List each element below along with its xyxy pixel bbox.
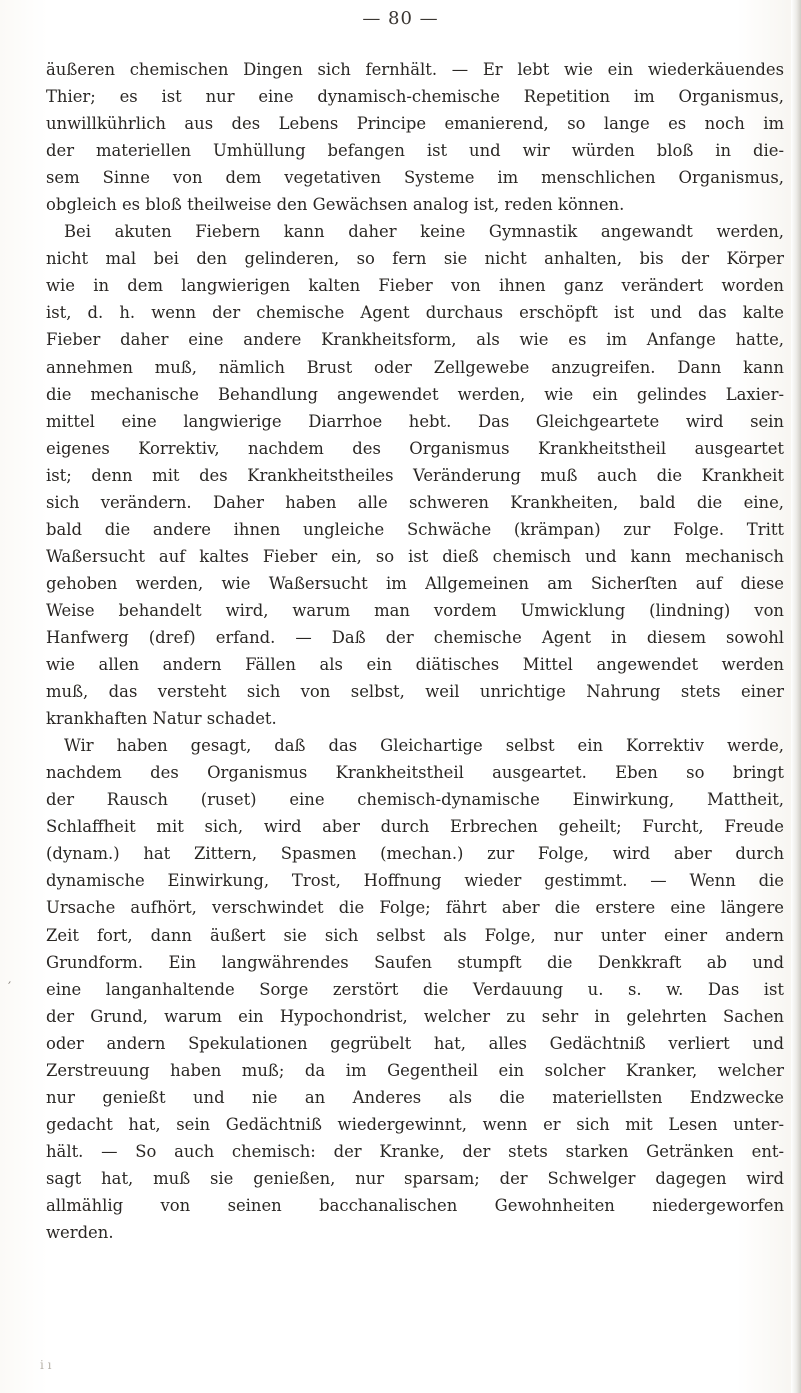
text-line: sagt hat, muß sie genießen, nur sparsam; der Schwelger dagegen wird — [46, 1168, 784, 1188]
text-line: bald die andere ihnen ungleiche Schwäche (krämpan) zur Folge. Tritt — [46, 519, 784, 539]
text-line: muß, das versteht sich von selbst, weil unrichtige Nahrung stets einer — [46, 682, 784, 702]
text-line: Waßersucht auf kaltes Fieber ein, so ist dieß chemisch und kann mechanisch — [46, 546, 784, 566]
text-line: der Rausch (ruset) eine chemisch-dynamische Einwirkung, Mattheit, — [46, 790, 784, 810]
text-line: dynamische Einwirkung, Trost, Hoffnung wieder gestimmt. — Wenn die — [46, 871, 784, 891]
text-line: nicht mal bei den gelinderen, so fern sie nicht anhalten, bis der Körper — [46, 249, 784, 269]
text-line: wie in dem langwierigen kalten Fieber von ihnen ganz verändert worden — [46, 276, 784, 296]
text-line: wie allen andern Fällen als ein diätisches Mittel angewendet werden — [46, 655, 784, 675]
text-line: Hanfwerg (dref) erfand. — Daß der chemische Agent in diesem sowohl — [46, 627, 784, 647]
text-line: Wir haben gesagt, daß das Gleichartige selbst ein Korrektiv werde, — [64, 736, 784, 756]
text-line: (dynam.) hat Zittern, Spasmen (mechan.) zur Folge, wird aber durch — [46, 844, 784, 864]
text-line: oder andern Spekulationen gegrübelt hat, alles Gedächtniß verliert und — [46, 1033, 784, 1053]
text-line: Weise behandelt wird, warum man vordem Umwicklung (lindning) von — [46, 600, 784, 620]
text-line: hält. — So auch chemisch: der Kranke, der stets starken Getränken ent- — [46, 1141, 784, 1161]
text-line: annehmen muß, nämlich Brust oder Zellgewebe anzugreifen. Dann kann — [46, 357, 784, 377]
text-line: ist; denn mit des Krankheitstheiles Veränderung muß auch die Krankheit — [46, 465, 784, 485]
text-line: der materiellen Umhüllung befangen ist und wir würden bloß in die- — [46, 141, 784, 161]
page-edge-shadow — [791, 0, 801, 1393]
text-line: Zeit fort, dann äußert sie sich selbst als Folge, nur unter einer andern — [46, 925, 784, 945]
text-line: Fieber daher eine andere Krankheitsform, als wie es im Anfange hatte, — [46, 330, 784, 350]
text-line: krankhaften Natur schadet. — [46, 709, 277, 729]
text-line: nur genießt und nie an Anderes als die materiellsten Endzwecke — [46, 1087, 784, 1107]
text-line: Bei akuten Fiebern kann daher keine Gymnastik angewandt werden, — [64, 222, 784, 242]
text-line: unwillkührlich aus des Lebens Principe emanierend, so lange es noch im — [46, 114, 784, 134]
text-line: Schlaffheit mit sich, wird aber durch Erbrechen geheilt; Furcht, Freude — [46, 817, 784, 837]
text-line: die mechanische Behandlung angewendet werden, wie ein gelindes Laxier- — [46, 384, 784, 404]
body-text — [46, 56, 784, 1246]
page-number: — 80 — — [362, 8, 439, 29]
margin-mark: ′ — [8, 980, 12, 996]
text-line: der Grund, warum ein Hypochondrist, welcher zu sehr in gelehrten Sachen — [46, 1006, 784, 1026]
footer-mark: i ı — [40, 1358, 52, 1372]
text-line: sem Sinne von dem vegetativen Systeme im menschlichen Organismus, — [46, 168, 784, 188]
text-line: Zerstreuung haben muß; da im Gegentheil ein solcher Kranker, welcher — [46, 1060, 784, 1080]
text-line: Grundform. Ein langwährendes Saufen stumpft die Denkkraft ab und — [46, 952, 784, 972]
text-line: mittel eine langwierige Diarrhoe hebt. Das Gleichgeartete wird sein — [46, 411, 784, 431]
text-line: allmählig von seinen bacchanalischen Gewohnheiten niedergeworfen — [46, 1195, 784, 1215]
text-line: nachdem des Organismus Krankheitstheil ausgeartet. Eben so bringt — [46, 763, 784, 783]
text-line: sich verändern. Daher haben alle schweren Krankheiten, bald die eine, — [46, 492, 784, 512]
text-line: ist, d. h. wenn der chemische Agent durchaus erschöpft ist und das kalte — [46, 303, 784, 323]
text-line: obgleich es bloß theilweise den Gewächsen analog ist, reden können. — [46, 195, 625, 215]
text-line: gehoben werden, wie Waßersucht im Allgemeinen am Sicherſten auf diese — [46, 573, 784, 593]
text-line: werden. — [46, 1223, 114, 1243]
text-line: äußeren chemischen Dingen sich fernhält. — Er lebt wie ein wiederkäuendes — [46, 60, 784, 79]
text-line: eine langanhaltende Sorge zerstört die Verdauung u. s. w. Das ist — [46, 979, 784, 999]
text-line: gedacht hat, sein Gedächtniß wiedergewinnt, wenn er sich mit Lesen unter- — [46, 1114, 784, 1134]
text-line: Ursache aufhört, verschwindet die Folge; fährt aber die erstere eine längere — [46, 898, 784, 918]
text-line: Thier; es ist nur eine dynamisch-chemische Repetition im Organismus, — [46, 87, 784, 107]
text-line: eigenes Korrektiv, nachdem des Organismus Krankheitstheil ausgeartet — [46, 438, 784, 458]
